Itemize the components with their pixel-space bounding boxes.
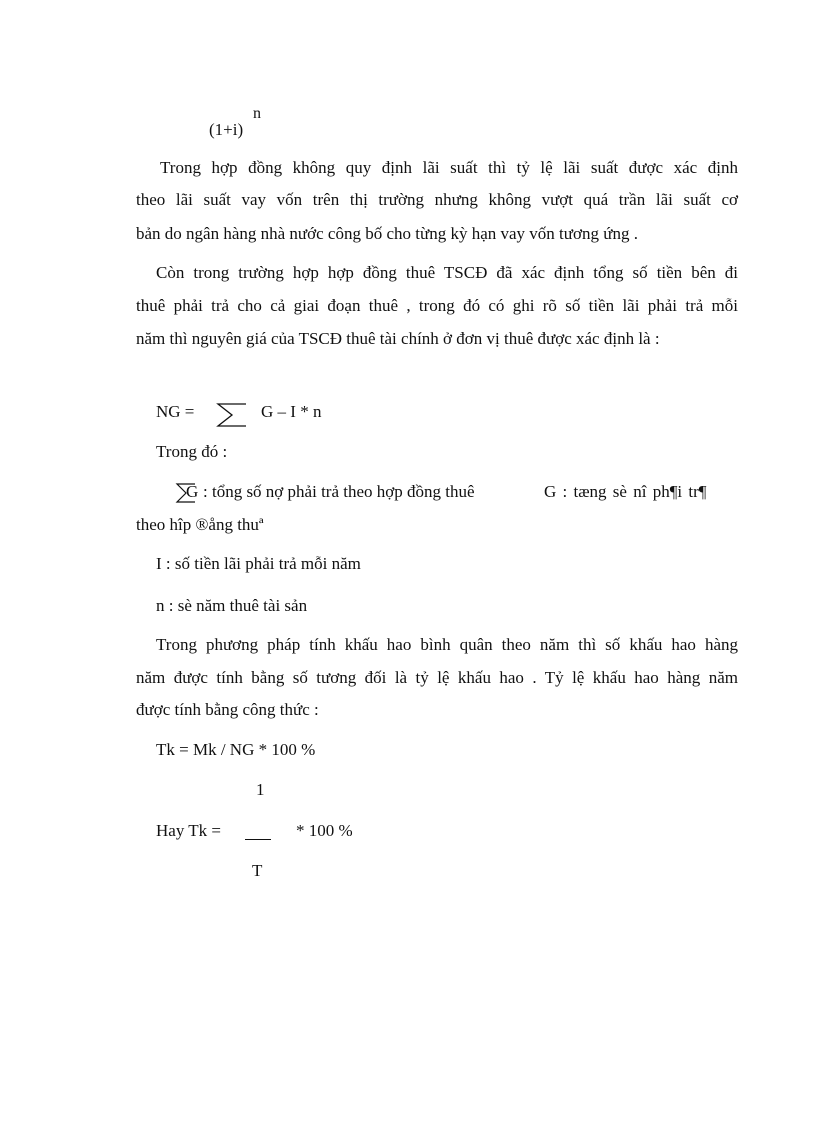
def-g-symbol: G xyxy=(186,482,199,501)
def-n: n : sè năm thuê tài sản xyxy=(156,596,308,615)
formula-exponent: n xyxy=(253,105,261,122)
where-label: Trong đó : xyxy=(156,442,228,461)
def-g-line-2: theo hîp ®ång thuª xyxy=(136,515,264,534)
formula-ng-left: NG = xyxy=(156,402,195,421)
formula-hay-denominator: T xyxy=(252,861,263,880)
paragraph-3-line-2: năm được tính bằng số tương đối là tỷ lệ khấu hao . Tỷ lệ khấu hao hàng năm xyxy=(136,668,738,687)
formula-hay-left: Hay Tk = xyxy=(156,821,221,840)
paragraph-3-line-1: Trong phương pháp tính khấu hao bình quân theo năm thì số khấu hao hàng xyxy=(156,635,738,654)
paragraph-2-line-3: năm thì nguyên giá của TSCĐ thuê tài chính ở đơn vị thuê được xác định là : xyxy=(136,329,660,348)
def-g-garbled: G : tæng sè nî ph¶i tr¶ xyxy=(544,482,707,501)
paragraph-1-line-1: Trong hợp đồng không quy định lãi suất thì tỷ lệ lãi suất được xác định xyxy=(160,158,738,177)
formula-tk: Tk = Mk / NG * 100 % xyxy=(156,740,316,759)
formula-base: (1+i) xyxy=(209,120,244,139)
paragraph-1-line-3: bản do ngân hàng nhà nước công bố cho từng kỳ hạn vay vốn tương ứng . xyxy=(136,224,638,243)
paragraph-2-line-1: Còn trong trường hợp hợp đồng thuê TSCĐ đã xác định tổng số tiền bên đi xyxy=(156,263,738,282)
paragraph-1-line-2: theo lãi suất vay vốn trên thị trường nhưng không vượt quá trần lãi suất cơ xyxy=(136,190,738,209)
def-g-text: : tổng số nợ phải trả theo hợp đồng thuê xyxy=(203,482,475,501)
fraction-bar xyxy=(245,839,271,840)
sigma-icon xyxy=(216,401,248,429)
paragraph-2-line-2: thuê phải trả cho cả giai đoạn thuê , trong đó có ghi rõ số tiền lãi phải trả mỗi xyxy=(136,296,738,315)
paragraph-3-line-3: được tính bằng công thức : xyxy=(136,700,319,719)
formula-hay-numerator: 1 xyxy=(256,780,265,799)
formula-ng-right: G – I * n xyxy=(261,402,322,421)
def-i: I : số tiền lãi phải trả mỗi năm xyxy=(156,554,361,573)
formula-hay-right: * 100 % xyxy=(296,821,353,840)
